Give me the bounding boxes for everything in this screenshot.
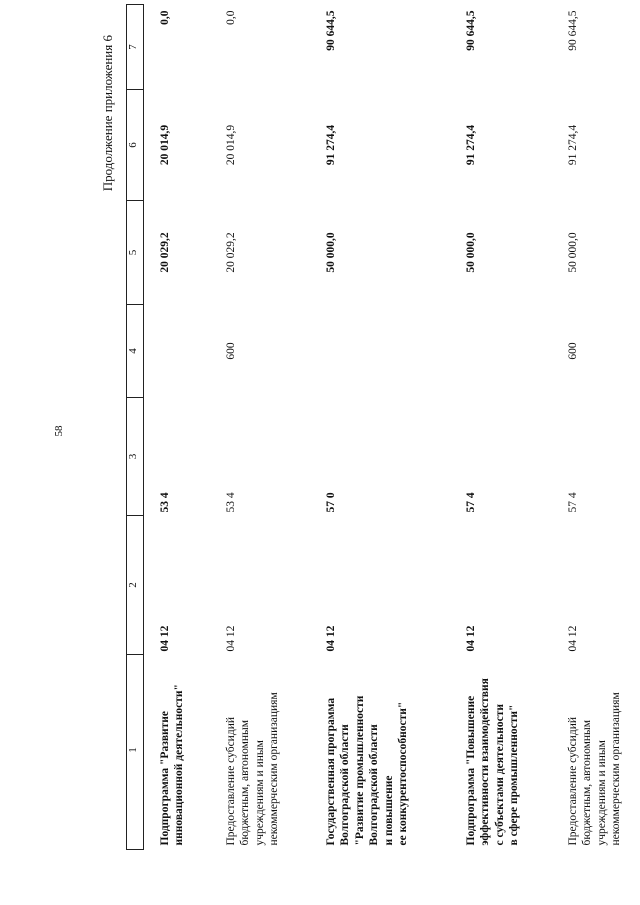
- expense-type-code: [450, 305, 552, 398]
- row-name-line: Государственная программа: [325, 697, 337, 846]
- amount-col-7: 0,0: [159, 10, 171, 25]
- column-header-6: 6: [127, 90, 144, 201]
- row-name-line: ее конкурентоспособности": [396, 701, 409, 846]
- table-caption: Продолжение приложения 6: [100, 35, 115, 192]
- rotated-page-content: [96, 0, 636, 850]
- row-name-line: учреждениям и иным: [253, 740, 266, 846]
- target-article-code: 53 4: [159, 492, 171, 513]
- amount-col-7: 0,0: [225, 10, 237, 25]
- row-name-cell: [552, 655, 640, 850]
- row-name-line: эффективности взаимодействия: [479, 678, 492, 846]
- row-name-line: и повышение: [382, 775, 395, 846]
- amount-col-5: 50 000,0: [567, 232, 579, 273]
- column-header-2: 2: [127, 516, 144, 655]
- table-row: [552, 5, 640, 850]
- column-header-5: 5: [127, 201, 144, 305]
- row-name-line: учреждениям и иным: [595, 740, 608, 846]
- amount-col-5: 50 000,0: [325, 232, 337, 273]
- row-name-cell: [450, 655, 552, 850]
- page-number: 58: [53, 425, 65, 437]
- row-name-line: некоммерческим организациям: [268, 692, 281, 846]
- row-name-line: Подпрограмма "Повышение: [465, 695, 477, 846]
- amount-col-6: 91 274,4: [325, 124, 337, 166]
- row-name-line: Волгоградской области: [339, 724, 352, 846]
- row-name-cell: [310, 655, 450, 850]
- amount-col-7: 90 644,5: [567, 10, 579, 51]
- amount-col-5: 20 029,2: [159, 232, 171, 273]
- table-row: [144, 5, 211, 850]
- target-article-code: 57 4: [567, 492, 579, 513]
- amount-col-7: 90 644,5: [465, 10, 477, 51]
- row-name-line: "Развитие промышленности: [353, 695, 366, 846]
- row-name-cell: [144, 655, 211, 850]
- target-article-code: 53 4: [225, 492, 237, 513]
- table-row: [310, 5, 450, 850]
- budget-table: [126, 4, 640, 850]
- expense-type-code: [144, 305, 211, 398]
- expense-type-code: [310, 305, 450, 398]
- section-code: 04 12: [465, 625, 477, 652]
- expense-type-code: 600: [567, 342, 579, 360]
- amount-col-6: 20 014,9: [159, 124, 171, 166]
- table-row: [210, 5, 310, 850]
- amount-col-6: 91 274,4: [567, 124, 579, 166]
- row-name-line: Предоставление субсидий: [567, 717, 579, 846]
- row-name-line: бюджетным, автономным: [239, 719, 252, 846]
- amount-col-6: 91 274,4: [465, 124, 477, 166]
- column-header-7: 7: [127, 5, 144, 90]
- section-code: 04 12: [567, 625, 579, 652]
- target-article-code: 57 0: [325, 492, 337, 513]
- row-name-line: Подпрограмма "Развитие: [159, 710, 171, 846]
- row-name-line: Предоставление субсидий: [225, 717, 237, 846]
- row-name-cell: [210, 655, 310, 850]
- column-number-header-row: [127, 5, 144, 850]
- row-name-line: некоммерческим организациям: [610, 692, 623, 846]
- row-name-line: с субъектами деятельности: [493, 704, 506, 846]
- column-header-4: 4: [127, 305, 144, 398]
- column-header-3: 3: [127, 398, 144, 516]
- section-code: 04 12: [225, 625, 237, 652]
- section-code: 04 12: [325, 625, 337, 652]
- row-name-line: Волгоградской области: [368, 724, 381, 846]
- amount-col-5: 50 000,0: [465, 232, 477, 273]
- section-code: 04 12: [159, 625, 171, 652]
- amount-col-5: 20 029,2: [225, 232, 237, 273]
- table-row: [450, 5, 552, 850]
- row-name-line: в сфере промышленности": [508, 704, 521, 846]
- amount-col-7: 90 644,5: [325, 10, 337, 51]
- expense-type-code: 600: [225, 342, 237, 360]
- row-name-line: инновационной деятельности": [173, 684, 186, 846]
- row-name-line: бюджетным, автономным: [581, 719, 594, 846]
- amount-col-6: 20 014,9: [225, 124, 237, 166]
- column-header-1: 1: [127, 655, 144, 850]
- target-article-code: 57 4: [465, 492, 477, 513]
